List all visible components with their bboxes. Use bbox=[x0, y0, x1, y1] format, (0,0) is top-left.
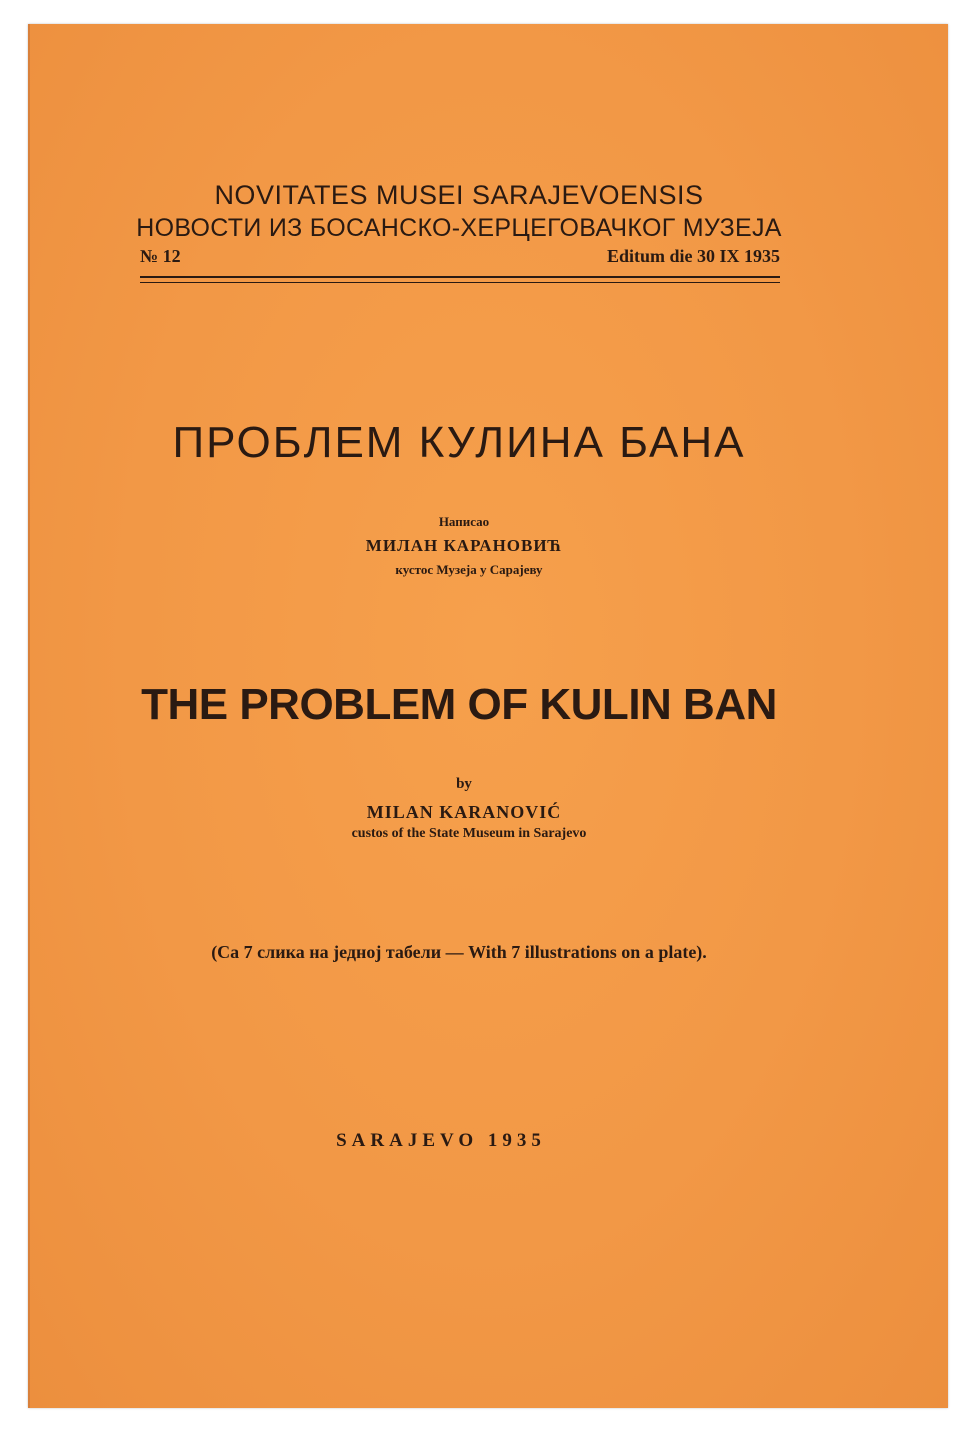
divider-rule-thin bbox=[140, 282, 780, 283]
book-cover bbox=[28, 24, 948, 1408]
series-title-cyrillic: НОВОСТИ ИЗ БОСАНСКО-ХЕРЦЕГОВАЧКОГ МУЗЕЈА bbox=[136, 214, 782, 242]
author-role-english: custos of the State Museum in Sarajevo bbox=[351, 826, 587, 841]
series-title-latin: NOVITATES MUSEI SARAJEVOENSIS bbox=[214, 180, 704, 210]
title-cyrillic: ПРОБЛЕМ КУЛИНА БАНА bbox=[172, 418, 746, 467]
author-cyrillic: МИЛАН КАРАНОВИЋ bbox=[365, 536, 563, 555]
byline-english: by bbox=[456, 776, 472, 792]
byline-cyrillic: Написао bbox=[438, 514, 490, 529]
place-and-year: SARAJEVO 1935 bbox=[336, 1130, 546, 1151]
author-english: MILAN KARANOVIĆ bbox=[366, 802, 562, 822]
title-english: THE PROBLEM OF KULIN BAN bbox=[141, 680, 777, 729]
illustrations-note: (Са 7 слика на једној табели — With 7 illustrations on a plate). bbox=[211, 942, 707, 962]
edition-date: Editum die 30 IX 1935 bbox=[606, 246, 780, 266]
issue-number: № 12 bbox=[140, 246, 181, 266]
divider-rule-thick bbox=[140, 276, 780, 278]
author-role-cyrillic: кустос Музеја у Сарајеву bbox=[395, 562, 543, 577]
